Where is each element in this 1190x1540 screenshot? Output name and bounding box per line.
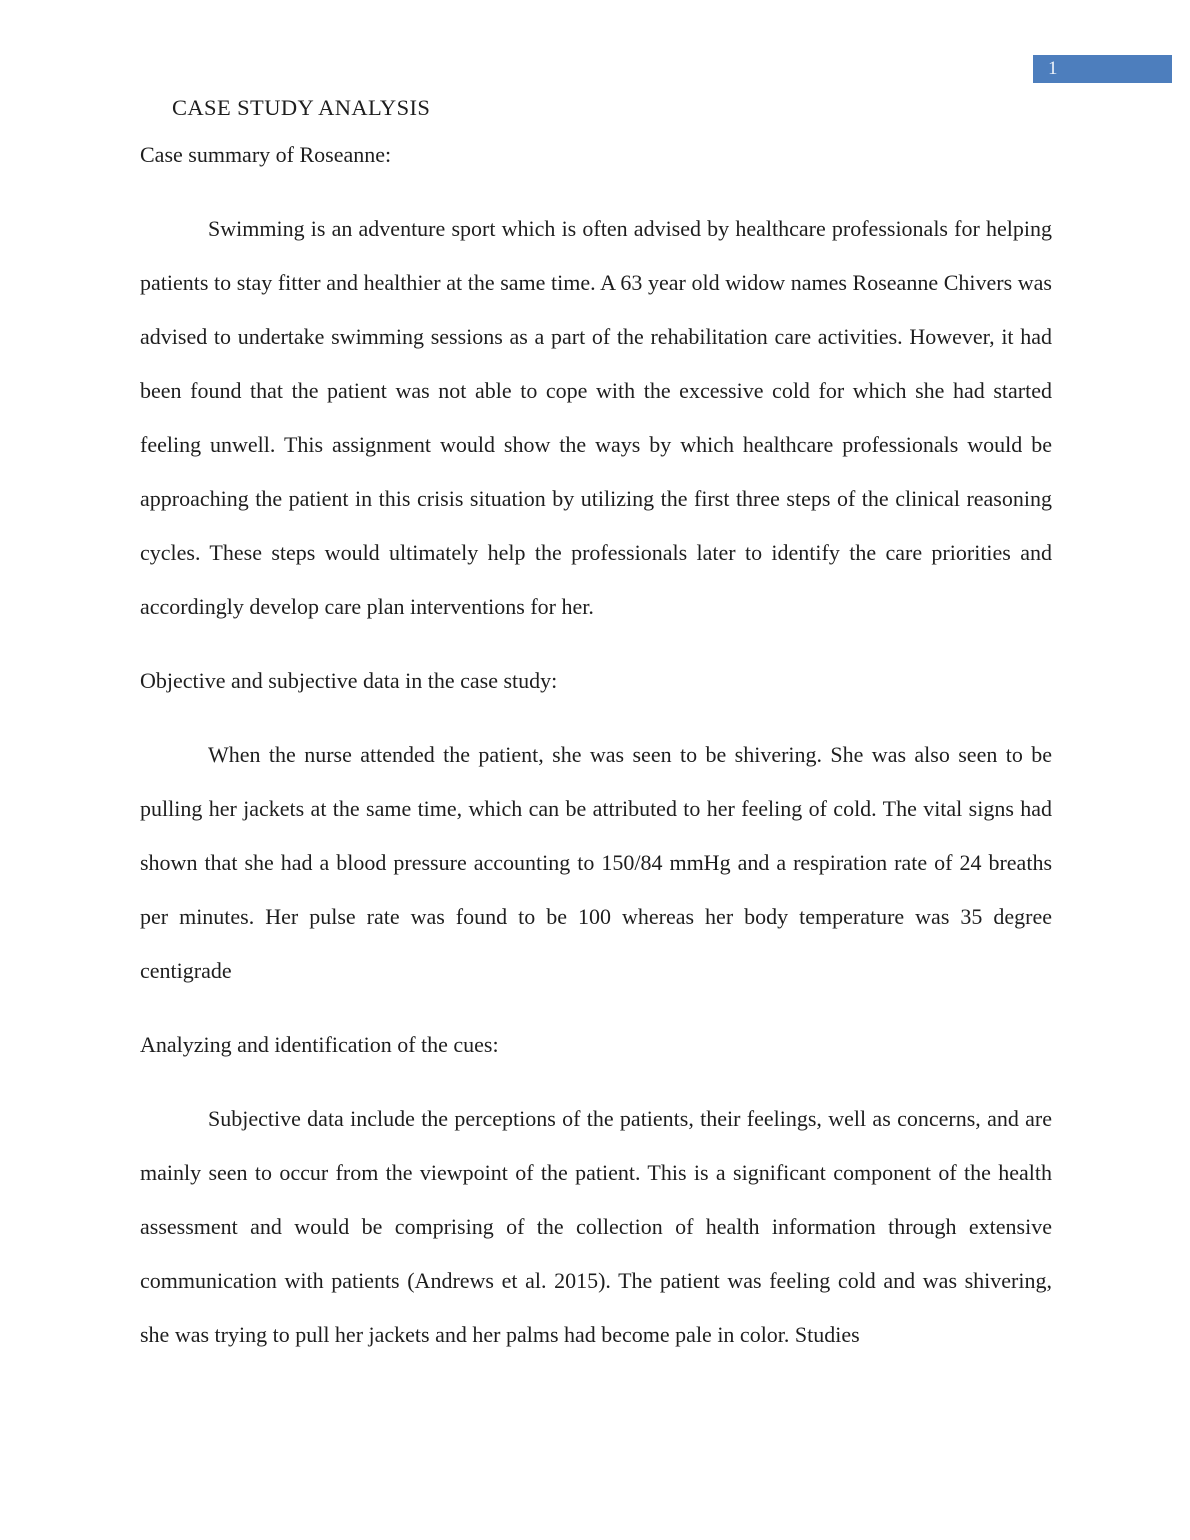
paragraph-analyzing-cues: Subjective data include the perceptions of the patients, their feelings, well as concerns, and are mainly seen to occur from the viewpoint of the patient. This is a significant component of the health assessment and would be comprising of the collection of health information through extensive communication with patients (Andrews et al. 2015). The patient was feeling cold and was shivering, she was trying to pull her jackets and her palms had become pale in color. Studies	[140, 1106, 1052, 1347]
page-number-badge	[1033, 55, 1172, 83]
section-heading-analyzing-cues: Analyzing and identification of the cues:	[140, 1032, 499, 1057]
paragraph-case-summary: Swimming is an adventure sport which is often advised by healthcare professionals for helping patients to stay fitter and healthier at the same time. A 63 year old widow names Roseanne Chivers was advised to undertake swimming sessions as a part of the rehabilitation care activities. However, it had been found that the patient was not able to cope with the excessive cold for which she had started feeling unwell. This assignment would show the ways by which healthcare professionals would be approaching the patient in this crisis situation by utilizing the first three steps of the clinical reasoning cycles. These steps would ultimately help the professionals later to identify the care priorities and accordingly develop care plan interventions for her.	[140, 216, 1052, 619]
document-content	[140, 88, 1052, 1382]
page-number: 1	[1048, 58, 1058, 79]
paragraph-objective-subjective-data: When the nurse attended the patient, she was seen to be shivering. She was also seen to be pulling her jackets at the same time, which can be attributed to her feeling of cold. The vital signs had shown that she had a blood pressure accounting to 150/84 mmHg and a respiration rate of 24 breaths per minutes. Her pulse rate was found to be 100 whereas her body temperature was 35 degree centigrade	[140, 742, 1052, 983]
document-title: CASE STUDY ANALYSIS	[172, 95, 431, 120]
section-heading-objective-subjective-data: Objective and subjective data in the case study:	[140, 668, 558, 693]
section-heading-case-summary: Case summary of Roseanne:	[140, 142, 392, 167]
